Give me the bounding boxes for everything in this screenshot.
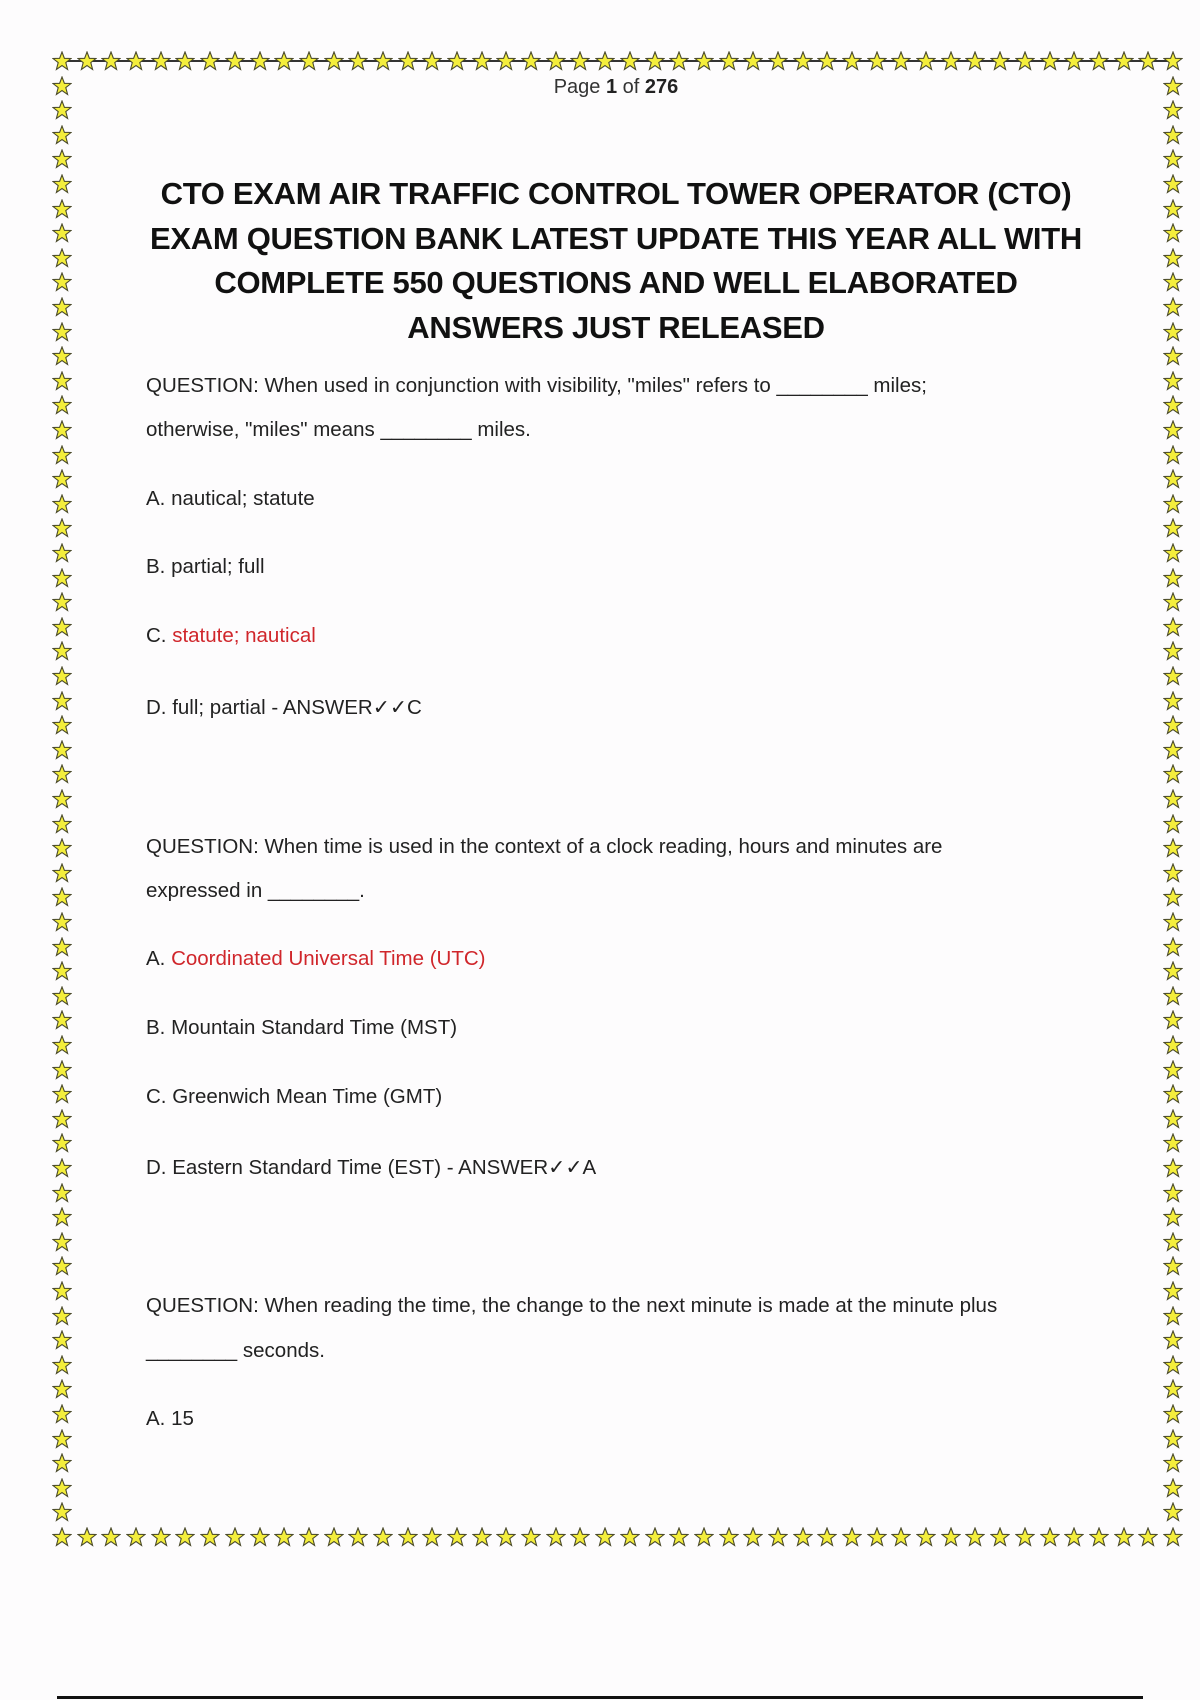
star-icon (867, 1527, 887, 1547)
star-icon (52, 789, 72, 809)
star-icon (990, 1527, 1010, 1547)
star-icon (52, 814, 72, 834)
star-icon (101, 51, 121, 71)
question-1-option-d (146, 695, 422, 720)
star-icon (52, 1429, 72, 1449)
star-icon (52, 1527, 72, 1547)
star-icon (793, 51, 813, 71)
star-icon (52, 1330, 72, 1350)
option-letter: A. (146, 947, 166, 970)
star-icon (1163, 322, 1183, 342)
star-icon (52, 420, 72, 440)
star-icon (398, 51, 418, 71)
star-icon (52, 1035, 72, 1055)
star-icon (373, 51, 393, 71)
star-icon (916, 1527, 936, 1547)
star-icon (250, 1527, 270, 1547)
star-icon (1163, 1109, 1183, 1129)
star-icon (52, 543, 72, 563)
star-icon (52, 518, 72, 538)
star-icon (126, 1527, 146, 1547)
question-2-text-line2: expressed in ________. (146, 879, 365, 902)
star-icon (1163, 863, 1183, 883)
star-icon (1064, 1527, 1084, 1547)
star-icon (1163, 641, 1183, 661)
star-icon (52, 1306, 72, 1326)
star-icon (422, 51, 442, 71)
option-letter: D. (146, 1156, 167, 1179)
star-icon (52, 1158, 72, 1178)
star-icon (447, 1527, 467, 1547)
star-icon (1163, 174, 1183, 194)
star-icon (1163, 1281, 1183, 1301)
star-icon (1138, 51, 1158, 71)
star-icon (1163, 1379, 1183, 1399)
star-icon (348, 51, 368, 71)
document-title: CTO EXAM AIR TRAFFIC CONTROL TOWER OPERATOR (CTO) EXAM QUESTION BANK LATEST UPDATE THIS YEAR ALL WITH COMPLETE 550 QUESTIONS AND WELL ELABORATED ANSWERS JUST RELEASED (150, 176, 1082, 345)
star-icon (1163, 1133, 1183, 1153)
star-icon (1163, 1060, 1183, 1080)
star-icon (324, 51, 344, 71)
star-icon (200, 51, 220, 71)
star-icon (768, 51, 788, 71)
star-icon (77, 1527, 97, 1547)
star-icon (52, 100, 72, 120)
star-icon (52, 666, 72, 686)
star-icon (52, 395, 72, 415)
option-text: Mountain Standard Time (MST) (171, 1016, 458, 1039)
star-icon (1163, 51, 1183, 71)
star-icon (1163, 937, 1183, 957)
star-icon (1163, 764, 1183, 784)
star-icon (842, 1527, 862, 1547)
star-icon (1163, 371, 1183, 391)
star-icon (1114, 1527, 1134, 1547)
star-icon (52, 691, 72, 711)
star-icon (52, 51, 72, 71)
question-3-text-line1: QUESTION: When reading the time, the change to the next minute is made at the minute plus (146, 1294, 998, 1317)
star-icon (1163, 518, 1183, 538)
star-icon (1163, 838, 1183, 858)
star-icon (1089, 51, 1109, 71)
star-icon (52, 149, 72, 169)
star-icon (324, 1527, 344, 1547)
star-icon (52, 445, 72, 465)
option-text: nautical; statute (171, 487, 315, 510)
star-icon (1163, 789, 1183, 809)
star-icon (151, 51, 171, 71)
star-icon (52, 641, 72, 661)
star-icon (1163, 1306, 1183, 1326)
star-icon (52, 1379, 72, 1399)
star-icon (52, 1256, 72, 1276)
star-icon (101, 1527, 121, 1547)
star-icon (1163, 297, 1183, 317)
star-icon (1163, 912, 1183, 932)
star-icon (1163, 691, 1183, 711)
star-icon (1163, 1527, 1183, 1547)
star-icon (52, 863, 72, 883)
star-icon (52, 838, 72, 858)
star-icon (1163, 814, 1183, 834)
star-icon (348, 1527, 368, 1547)
star-icon (200, 1527, 220, 1547)
star-icon (1138, 1527, 1158, 1547)
question-3-text-line2: ________ seconds. (146, 1339, 325, 1362)
question-1-text-line2: otherwise, "miles" means ________ miles. (146, 418, 531, 441)
star-icon (521, 51, 541, 71)
question-1-option-c (146, 624, 316, 648)
star-icon (1163, 248, 1183, 268)
star-icon (891, 1527, 911, 1547)
star-icon (126, 51, 146, 71)
option-text-correct: Coordinated Universal Time (UTC) (171, 947, 486, 970)
star-icon (52, 346, 72, 366)
star-icon (52, 174, 72, 194)
star-icon (965, 51, 985, 71)
star-icon (1163, 1207, 1183, 1227)
star-icon (620, 1527, 640, 1547)
star-icon (694, 1527, 714, 1547)
star-icon (1163, 1355, 1183, 1375)
star-icon (496, 51, 516, 71)
star-icon (52, 272, 72, 292)
star-icon (52, 371, 72, 391)
star-icon (175, 1527, 195, 1547)
star-icon (1163, 961, 1183, 981)
star-icon (472, 51, 492, 71)
option-letter: D. (146, 696, 167, 719)
star-icon (52, 125, 72, 145)
star-icon (225, 51, 245, 71)
star-icon (1163, 1035, 1183, 1055)
question-2-option-b (146, 1016, 457, 1040)
star-icon (793, 1527, 813, 1547)
star-icon (965, 1527, 985, 1547)
star-icon (52, 297, 72, 317)
star-icon (1163, 1084, 1183, 1104)
star-icon (867, 51, 887, 71)
question-2-option-a (146, 947, 486, 971)
star-icon (1163, 1183, 1183, 1203)
question-2-text-line1: QUESTION: When time is used in the context of a clock reading, hours and minutes are (146, 835, 943, 858)
star-icon (990, 51, 1010, 71)
option-text: full; partial - ANSWER✓✓C (172, 696, 422, 719)
star-icon (645, 1527, 665, 1547)
star-icon (274, 51, 294, 71)
page-total: 276 (644, 76, 679, 98)
star-icon (1163, 666, 1183, 686)
star-icon (916, 51, 936, 71)
question-2-option-c (146, 1085, 442, 1109)
star-icon (398, 1527, 418, 1547)
star-icon (669, 1527, 689, 1547)
star-icon (941, 1527, 961, 1547)
star-icon (52, 469, 72, 489)
star-icon (52, 199, 72, 219)
star-icon (1163, 395, 1183, 415)
star-icon (151, 1527, 171, 1547)
star-icon (817, 1527, 837, 1547)
star-icon (52, 1183, 72, 1203)
star-icon (52, 912, 72, 932)
star-icon (570, 1527, 590, 1547)
star-icon (274, 1527, 294, 1547)
star-icon (77, 51, 97, 71)
star-icon (595, 51, 615, 71)
option-text: Greenwich Mean Time (GMT) (172, 1085, 443, 1108)
question-1-text-line1: QUESTION: When used in conjunction with visibility, "miles" refers to ________ miles; (146, 374, 927, 397)
star-icon (1163, 568, 1183, 588)
page-of-label: of (622, 76, 640, 98)
star-icon (743, 1527, 763, 1547)
star-icon (447, 51, 467, 71)
star-icon (52, 1060, 72, 1080)
star-icon (1163, 1330, 1183, 1350)
star-icon (1163, 346, 1183, 366)
star-icon (52, 1453, 72, 1473)
star-icon (52, 715, 72, 735)
option-text: 15 (171, 1407, 194, 1430)
star-icon (250, 51, 270, 71)
star-icon (1163, 125, 1183, 145)
option-text-correct: statute; nautical (172, 624, 316, 647)
star-icon (1064, 51, 1084, 71)
star-icon (52, 1404, 72, 1424)
star-icon (1163, 272, 1183, 292)
star-icon (52, 764, 72, 784)
star-icon (1163, 1478, 1183, 1498)
star-icon (941, 51, 961, 71)
star-icon (1163, 592, 1183, 612)
star-icon (52, 740, 72, 760)
star-icon (225, 1527, 245, 1547)
question-1-option-a (146, 487, 315, 511)
star-icon (52, 986, 72, 1006)
star-icon (595, 1527, 615, 1547)
star-icon (52, 592, 72, 612)
star-icon (1163, 543, 1183, 563)
star-icon (52, 961, 72, 981)
star-icon (620, 51, 640, 71)
star-icon (1163, 420, 1183, 440)
star-icon (891, 51, 911, 71)
option-letter: B. (146, 1016, 166, 1039)
star-icon (1163, 100, 1183, 120)
star-icon (768, 1527, 788, 1547)
star-icon (1163, 887, 1183, 907)
star-icon (52, 322, 72, 342)
page-current: 1 (605, 76, 618, 98)
star-icon (546, 1527, 566, 1547)
star-icon (472, 1527, 492, 1547)
star-icon (1163, 223, 1183, 243)
star-icon (52, 1478, 72, 1498)
star-icon (1015, 51, 1035, 71)
star-icon (52, 617, 72, 637)
question-1-option-b (146, 555, 265, 579)
star-icon (1089, 1527, 1109, 1547)
star-icon (1163, 1404, 1183, 1424)
star-icon (1163, 715, 1183, 735)
star-icon (52, 1109, 72, 1129)
option-letter: A. (146, 487, 166, 510)
star-icon (570, 51, 590, 71)
star-icon (1163, 1502, 1183, 1522)
question-3-option-a (146, 1407, 194, 1431)
star-icon (743, 51, 763, 71)
star-icon (52, 568, 72, 588)
star-icon (52, 248, 72, 268)
star-icon (645, 51, 665, 71)
star-icon (1163, 1453, 1183, 1473)
star-icon (1040, 1527, 1060, 1547)
star-icon (1114, 51, 1134, 71)
star-icon (1163, 617, 1183, 637)
star-icon (1163, 1232, 1183, 1252)
star-icon (719, 51, 739, 71)
option-letter: A. (146, 1407, 166, 1430)
star-icon (52, 1232, 72, 1252)
star-icon (1163, 1010, 1183, 1030)
option-text: Eastern Standard Time (EST) - ANSWER✓✓A (172, 1156, 597, 1179)
star-icon (52, 1502, 72, 1522)
star-icon (1163, 469, 1183, 489)
star-icon (719, 1527, 739, 1547)
question-2-option-d (146, 1155, 596, 1180)
star-icon (546, 51, 566, 71)
star-icon (175, 51, 195, 71)
star-icon (52, 1281, 72, 1301)
star-icon (52, 887, 72, 907)
star-icon (1163, 199, 1183, 219)
star-icon (1163, 149, 1183, 169)
option-letter: C. (146, 624, 167, 647)
page-bottom-rule (57, 1696, 1143, 1699)
star-icon (1163, 986, 1183, 1006)
star-icon (1163, 445, 1183, 465)
star-icon (1163, 1256, 1183, 1276)
star-icon (1163, 1158, 1183, 1178)
star-icon (52, 1010, 72, 1030)
page-number (0, 76, 1200, 99)
star-icon (52, 1133, 72, 1153)
star-icon (373, 1527, 393, 1547)
star-icon (817, 51, 837, 71)
star-icon (496, 1527, 516, 1547)
star-icon (521, 1527, 541, 1547)
star-icon (52, 1355, 72, 1375)
option-text: partial; full (171, 555, 265, 578)
star-icon (299, 51, 319, 71)
star-icon (52, 1207, 72, 1227)
star-icon (1163, 740, 1183, 760)
star-icon (52, 937, 72, 957)
star-icon (1163, 1429, 1183, 1449)
star-icon (694, 51, 714, 71)
star-icon (1015, 1527, 1035, 1547)
page-label: Page (553, 76, 601, 98)
star-icon (1163, 494, 1183, 514)
option-letter: B. (146, 555, 166, 578)
star-icon (422, 1527, 442, 1547)
star-icon (299, 1527, 319, 1547)
star-icon (842, 51, 862, 71)
star-icon (52, 1084, 72, 1104)
option-letter: C. (146, 1085, 167, 1108)
star-icon (669, 51, 689, 71)
star-icon (52, 223, 72, 243)
star-icon (52, 494, 72, 514)
star-icon (1040, 51, 1060, 71)
